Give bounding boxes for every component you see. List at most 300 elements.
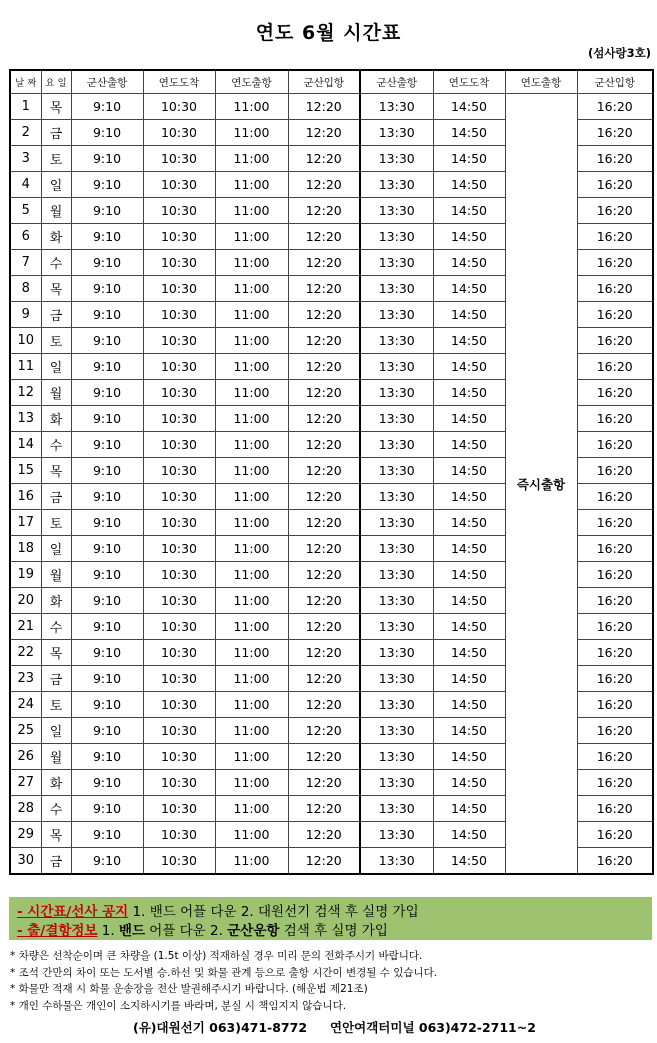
cell-gunsan-depart-2: 13:30 <box>360 770 433 796</box>
cell-yeondo-arrive: 10:30 <box>143 198 215 224</box>
cell-gunsan-depart-2: 13:30 <box>360 276 433 302</box>
cell-gunsan-depart-2: 13:30 <box>360 250 433 276</box>
cell-weekday: 토 <box>41 692 71 718</box>
cell-gunsan-arrive: 12:20 <box>288 198 360 224</box>
cell-gunsan-depart: 9:10 <box>71 484 143 510</box>
cell-yeondo-depart: 11:00 <box>215 276 288 302</box>
cell-gunsan-depart: 9:10 <box>71 614 143 640</box>
cell-yeondo-depart: 11:00 <box>215 94 288 120</box>
cell-weekday: 월 <box>41 198 71 224</box>
cell-date: 3 <box>10 146 41 172</box>
cell-yeondo-depart: 11:00 <box>215 484 288 510</box>
cell-yeondo-arrive: 10:30 <box>143 510 215 536</box>
cell-gunsan-arrive-2: 16:20 <box>577 146 653 172</box>
cell-weekday: 목 <box>41 640 71 666</box>
cell-gunsan-arrive: 12:20 <box>288 406 360 432</box>
cell-gunsan-arrive-2: 16:20 <box>577 770 653 796</box>
cell-gunsan-arrive: 12:20 <box>288 614 360 640</box>
cell-gunsan-arrive-2: 16:20 <box>577 822 653 848</box>
cell-yeondo-depart: 11:00 <box>215 822 288 848</box>
cell-yeondo-depart: 11:00 <box>215 614 288 640</box>
cell-weekday: 토 <box>41 146 71 172</box>
cell-gunsan-depart: 9:10 <box>71 172 143 198</box>
cell-yeondo-arrive-2: 14:50 <box>433 276 505 302</box>
cell-weekday: 월 <box>41 744 71 770</box>
cell-gunsan-arrive: 12:20 <box>288 588 360 614</box>
cell-gunsan-arrive: 12:20 <box>288 94 360 120</box>
cell-yeondo-arrive-2: 14:50 <box>433 432 505 458</box>
cell-yeondo-arrive-2: 14:50 <box>433 588 505 614</box>
notice-line-status <box>17 919 388 939</box>
cell-date: 22 <box>10 640 41 666</box>
cell-gunsan-depart-2: 13:30 <box>360 146 433 172</box>
cell-gunsan-arrive: 12:20 <box>288 692 360 718</box>
cell-gunsan-depart-2: 13:30 <box>360 484 433 510</box>
cell-gunsan-depart: 9:10 <box>71 380 143 406</box>
cell-yeondo-arrive: 10:30 <box>143 692 215 718</box>
cell-yeondo-arrive-2: 14:50 <box>433 822 505 848</box>
cell-gunsan-arrive: 12:20 <box>288 562 360 588</box>
cell-yeondo-arrive-2: 14:50 <box>433 484 505 510</box>
cell-weekday: 일 <box>41 354 71 380</box>
cell-yeondo-arrive: 10:30 <box>143 146 215 172</box>
cell-yeondo-arrive-2: 14:50 <box>433 692 505 718</box>
notice-status-band: 밴드 <box>118 923 146 939</box>
cell-gunsan-depart-2: 13:30 <box>360 796 433 822</box>
cell-yeondo-arrive-2: 14:50 <box>433 224 505 250</box>
cell-date: 5 <box>10 198 41 224</box>
cell-gunsan-depart-2: 13:30 <box>360 744 433 770</box>
notice-line-schedule <box>17 900 419 920</box>
cell-gunsan-arrive-2: 16:20 <box>577 224 653 250</box>
cell-yeondo-arrive-2: 14:50 <box>433 718 505 744</box>
cell-yeondo-depart: 11:00 <box>215 172 288 198</box>
cell-date: 6 <box>10 224 41 250</box>
cell-gunsan-depart-2: 13:30 <box>360 94 433 120</box>
cell-gunsan-depart: 9:10 <box>71 406 143 432</box>
cell-yeondo-depart: 11:00 <box>215 224 288 250</box>
cell-gunsan-depart-2: 13:30 <box>360 562 433 588</box>
cell-weekday: 수 <box>41 614 71 640</box>
cell-date: 14 <box>10 432 41 458</box>
cell-gunsan-depart: 9:10 <box>71 744 143 770</box>
header-row <box>10 70 653 94</box>
cell-date: 13 <box>10 406 41 432</box>
cell-gunsan-depart: 9:10 <box>71 692 143 718</box>
cell-gunsan-arrive-2: 16:20 <box>577 328 653 354</box>
cell-yeondo-arrive-2: 14:50 <box>433 666 505 692</box>
cell-yeondo-depart: 11:00 <box>215 120 288 146</box>
cell-gunsan-depart: 9:10 <box>71 718 143 744</box>
cell-gunsan-depart: 9:10 <box>71 328 143 354</box>
cell-yeondo-arrive: 10:30 <box>143 250 215 276</box>
cell-gunsan-arrive: 12:20 <box>288 146 360 172</box>
cell-yeondo-arrive: 10:30 <box>143 666 215 692</box>
cell-gunsan-depart: 9:10 <box>71 640 143 666</box>
cell-yeondo-arrive-2: 14:50 <box>433 198 505 224</box>
cell-gunsan-depart-2: 13:30 <box>360 822 433 848</box>
cell-weekday: 목 <box>41 276 71 302</box>
cell-yeondo-depart: 11:00 <box>215 848 288 875</box>
cell-gunsan-arrive: 12:20 <box>288 536 360 562</box>
cell-yeondo-depart: 11:00 <box>215 510 288 536</box>
cell-gunsan-arrive: 12:20 <box>288 224 360 250</box>
cell-gunsan-depart: 9:10 <box>71 588 143 614</box>
cell-yeondo-arrive-2: 14:50 <box>433 406 505 432</box>
cell-yeondo-depart: 11:00 <box>215 198 288 224</box>
cell-gunsan-arrive-2: 16:20 <box>577 588 653 614</box>
cell-yeondo-depart: 11:00 <box>215 146 288 172</box>
cell-weekday: 일 <box>41 536 71 562</box>
cell-gunsan-arrive: 12:20 <box>288 432 360 458</box>
cell-gunsan-depart-2: 13:30 <box>360 224 433 250</box>
cell-gunsan-depart: 9:10 <box>71 848 143 875</box>
header-yeondo-depart: 연도출항 <box>215 70 288 94</box>
cell-yeondo-depart: 11:00 <box>215 666 288 692</box>
cell-yeondo-arrive-2: 14:50 <box>433 146 505 172</box>
cell-gunsan-arrive-2: 16:20 <box>577 94 653 120</box>
cell-gunsan-arrive: 12:20 <box>288 276 360 302</box>
cell-weekday: 화 <box>41 588 71 614</box>
cell-date: 19 <box>10 562 41 588</box>
notice-schedule-text: 1. 밴드 어플 다운 2. 대원선기 검색 후 실명 가입 <box>128 904 419 920</box>
cell-gunsan-arrive-2: 16:20 <box>577 458 653 484</box>
cell-date: 1 <box>10 94 41 120</box>
cell-yeondo-arrive-2: 14:50 <box>433 328 505 354</box>
cell-weekday: 목 <box>41 822 71 848</box>
cell-gunsan-arrive-2: 16:20 <box>577 718 653 744</box>
cell-gunsan-depart-2: 13:30 <box>360 328 433 354</box>
cell-gunsan-arrive-2: 16:20 <box>577 640 653 666</box>
cell-date: 4 <box>10 172 41 198</box>
header-yeondo-arrive: 연도도착 <box>143 70 215 94</box>
header-gunsan-depart-2: 군산출항 <box>360 70 433 94</box>
cell-yeondo-arrive: 10:30 <box>143 562 215 588</box>
cell-gunsan-depart-2: 13:30 <box>360 458 433 484</box>
cell-yeondo-depart: 11:00 <box>215 432 288 458</box>
cell-date: 7 <box>10 250 41 276</box>
cell-gunsan-arrive-2: 16:20 <box>577 562 653 588</box>
cell-gunsan-depart: 9:10 <box>71 562 143 588</box>
cell-yeondo-arrive: 10:30 <box>143 536 215 562</box>
cell-gunsan-arrive-2: 16:20 <box>577 354 653 380</box>
cell-weekday: 금 <box>41 666 71 692</box>
contact-company: (유)대원선기 063)471-8772 <box>133 1020 308 1035</box>
cell-gunsan-arrive-2: 16:20 <box>577 380 653 406</box>
cell-yeondo-arrive: 10:30 <box>143 172 215 198</box>
cell-date: 26 <box>10 744 41 770</box>
cell-yeondo-depart: 11:00 <box>215 744 288 770</box>
cell-gunsan-depart-2: 13:30 <box>360 536 433 562</box>
cell-yeondo-depart: 11:00 <box>215 718 288 744</box>
cell-yeondo-depart: 11:00 <box>215 302 288 328</box>
header-yeondo-arrive-2: 연도도착 <box>433 70 505 94</box>
cell-gunsan-depart: 9:10 <box>71 458 143 484</box>
cell-gunsan-arrive: 12:20 <box>288 848 360 875</box>
cell-yeondo-arrive-2: 14:50 <box>433 380 505 406</box>
cell-gunsan-depart-2: 13:30 <box>360 120 433 146</box>
cell-yeondo-arrive: 10:30 <box>143 302 215 328</box>
cell-gunsan-depart: 9:10 <box>71 796 143 822</box>
cell-yeondo-arrive: 10:30 <box>143 224 215 250</box>
cell-gunsan-arrive-2: 16:20 <box>577 276 653 302</box>
cell-gunsan-arrive: 12:20 <box>288 744 360 770</box>
cell-gunsan-depart: 9:10 <box>71 510 143 536</box>
cell-gunsan-arrive-2: 16:20 <box>577 406 653 432</box>
cell-gunsan-depart: 9:10 <box>71 198 143 224</box>
cell-yeondo-arrive: 10:30 <box>143 796 215 822</box>
notes-list <box>10 948 437 1014</box>
cell-yeondo-arrive-2: 14:50 <box>433 172 505 198</box>
cell-yeondo-arrive: 10:30 <box>143 458 215 484</box>
cell-gunsan-depart: 9:10 <box>71 250 143 276</box>
cell-yeondo-arrive: 10:30 <box>143 718 215 744</box>
cell-yeondo-arrive: 10:30 <box>143 770 215 796</box>
cell-yeondo-arrive: 10:30 <box>143 588 215 614</box>
cell-gunsan-arrive-2: 16:20 <box>577 250 653 276</box>
cell-date: 20 <box>10 588 41 614</box>
cell-yeondo-arrive-2: 14:50 <box>433 796 505 822</box>
cell-date: 8 <box>10 276 41 302</box>
cell-date: 15 <box>10 458 41 484</box>
cell-weekday: 화 <box>41 406 71 432</box>
cell-gunsan-arrive-2: 16:20 <box>577 302 653 328</box>
cell-gunsan-depart: 9:10 <box>71 120 143 146</box>
cell-weekday: 토 <box>41 510 71 536</box>
cell-gunsan-arrive: 12:20 <box>288 484 360 510</box>
cell-yeondo-arrive-2: 14:50 <box>433 614 505 640</box>
page-title: 연도 6월 시간표 <box>255 22 402 44</box>
cell-yeondo-arrive: 10:30 <box>143 822 215 848</box>
cell-yeondo-arrive-2: 14:50 <box>433 770 505 796</box>
cell-weekday: 금 <box>41 484 71 510</box>
cell-gunsan-arrive: 12:20 <box>288 328 360 354</box>
cell-yeondo-arrive-2: 14:50 <box>433 120 505 146</box>
cell-date: 16 <box>10 484 41 510</box>
cell-yeondo-arrive-2: 14:50 <box>433 536 505 562</box>
cell-yeondo-arrive: 10:30 <box>143 276 215 302</box>
cell-weekday: 일 <box>41 172 71 198</box>
cell-gunsan-arrive-2: 16:20 <box>577 796 653 822</box>
cell-gunsan-arrive-2: 16:20 <box>577 432 653 458</box>
cell-gunsan-arrive-2: 16:20 <box>577 172 653 198</box>
cell-yeondo-arrive-2: 14:50 <box>433 848 505 875</box>
notice-status-search: 군산운항 <box>227 923 280 939</box>
cell-weekday: 수 <box>41 250 71 276</box>
cell-date: 24 <box>10 692 41 718</box>
cell-date: 28 <box>10 796 41 822</box>
cell-yeondo-arrive: 10:30 <box>143 432 215 458</box>
cell-yeondo-arrive-2: 14:50 <box>433 640 505 666</box>
cell-weekday: 금 <box>41 302 71 328</box>
cell-gunsan-arrive: 12:20 <box>288 822 360 848</box>
cell-yeondo-arrive: 10:30 <box>143 614 215 640</box>
cell-yeondo-depart: 11:00 <box>215 640 288 666</box>
cell-weekday: 월 <box>41 380 71 406</box>
cell-gunsan-depart: 9:10 <box>71 224 143 250</box>
timetable <box>9 69 654 875</box>
cell-gunsan-depart: 9:10 <box>71 276 143 302</box>
cell-yeondo-arrive: 10:30 <box>143 120 215 146</box>
header-date: 날 짜 <box>10 70 41 94</box>
contact-terminal: 연안여객터미널 063)472-2711~2 <box>330 1020 536 1035</box>
cell-gunsan-arrive: 12:20 <box>288 770 360 796</box>
cell-gunsan-depart: 9:10 <box>71 770 143 796</box>
cell-weekday: 금 <box>41 120 71 146</box>
cell-gunsan-arrive: 12:20 <box>288 718 360 744</box>
cell-yeondo-depart: 11:00 <box>215 458 288 484</box>
cell-yeondo-arrive-2: 14:50 <box>433 562 505 588</box>
cell-gunsan-arrive-2: 16:20 <box>577 484 653 510</box>
cell-gunsan-depart-2: 13:30 <box>360 510 433 536</box>
header-gunsan-arrive: 군산입항 <box>288 70 360 94</box>
cell-gunsan-depart-2: 13:30 <box>360 666 433 692</box>
cell-yeondo-arrive-2: 14:50 <box>433 744 505 770</box>
cell-yeondo-arrive: 10:30 <box>143 380 215 406</box>
cell-date: 12 <box>10 380 41 406</box>
cell-date: 23 <box>10 666 41 692</box>
note-item: * 개인 수하물은 개인이 소지하시기를 바라며, 분실 시 책임지지 않습니다. <box>10 999 347 1012</box>
cell-gunsan-depart-2: 13:30 <box>360 588 433 614</box>
cell-gunsan-depart: 9:10 <box>71 822 143 848</box>
cell-gunsan-depart-2: 13:30 <box>360 640 433 666</box>
cell-yeondo-depart: 11:00 <box>215 380 288 406</box>
notice-status-text-c: 검색 후 실명 가입 <box>279 923 388 939</box>
cell-yeondo-arrive-2: 14:50 <box>433 458 505 484</box>
notice-status-text-b: 어플 다운 2. <box>145 923 228 939</box>
cell-gunsan-depart: 9:10 <box>71 536 143 562</box>
cell-yeondo-depart: 11:00 <box>215 588 288 614</box>
cell-date: 27 <box>10 770 41 796</box>
cell-gunsan-arrive-2: 16:20 <box>577 614 653 640</box>
note-item: * 화물만 적재 시 화물 운송장을 전산 발권해주시기 바랍니다. (해운법 제21조) <box>10 983 368 995</box>
cell-yeondo-arrive-2: 14:50 <box>433 354 505 380</box>
cell-gunsan-arrive: 12:20 <box>288 172 360 198</box>
cell-gunsan-depart-2: 13:30 <box>360 432 433 458</box>
notice-schedule-label: - 시간표/선사 공지 <box>17 904 129 920</box>
cell-date: 17 <box>10 510 41 536</box>
cell-yeondo-arrive: 10:30 <box>143 406 215 432</box>
cell-date: 10 <box>10 328 41 354</box>
cell-weekday: 수 <box>41 432 71 458</box>
cell-yeondo-depart: 11:00 <box>215 692 288 718</box>
cell-gunsan-arrive-2: 16:20 <box>577 744 653 770</box>
cell-weekday: 화 <box>41 224 71 250</box>
cell-yeondo-arrive-2: 14:50 <box>433 250 505 276</box>
ship-name: (섬사랑3호) <box>588 46 651 60</box>
cell-yeondo-arrive: 10:30 <box>143 354 215 380</box>
cell-gunsan-arrive-2: 16:20 <box>577 692 653 718</box>
table-row <box>10 94 653 120</box>
cell-date: 21 <box>10 614 41 640</box>
cell-date: 29 <box>10 822 41 848</box>
cell-weekday: 수 <box>41 796 71 822</box>
cell-yeondo-depart: 11:00 <box>215 406 288 432</box>
cell-gunsan-arrive: 12:20 <box>288 796 360 822</box>
cell-gunsan-depart-2: 13:30 <box>360 614 433 640</box>
cell-gunsan-depart: 9:10 <box>71 302 143 328</box>
cell-yeondo-depart: 11:00 <box>215 536 288 562</box>
cell-yeondo-depart: 11:00 <box>215 796 288 822</box>
cell-gunsan-depart-2: 13:30 <box>360 172 433 198</box>
header-gunsan-arrive-2: 군산입항 <box>577 70 653 94</box>
cell-yeondo-arrive: 10:30 <box>143 484 215 510</box>
cell-date: 18 <box>10 536 41 562</box>
cell-yeondo-arrive-2: 14:50 <box>433 510 505 536</box>
cell-weekday: 금 <box>41 848 71 875</box>
cell-gunsan-depart: 9:10 <box>71 94 143 120</box>
cell-gunsan-depart: 9:10 <box>71 146 143 172</box>
cell-gunsan-depart-2: 13:30 <box>360 848 433 875</box>
cell-gunsan-depart-2: 13:30 <box>360 692 433 718</box>
cell-date: 9 <box>10 302 41 328</box>
cell-gunsan-arrive: 12:20 <box>288 640 360 666</box>
cell-yeondo-depart: 11:00 <box>215 770 288 796</box>
cell-gunsan-depart-2: 13:30 <box>360 354 433 380</box>
cell-gunsan-depart-2: 13:30 <box>360 380 433 406</box>
cell-gunsan-arrive: 12:20 <box>288 666 360 692</box>
cell-yeondo-arrive-2: 14:50 <box>433 302 505 328</box>
cell-gunsan-arrive: 12:20 <box>288 458 360 484</box>
cell-weekday: 목 <box>41 94 71 120</box>
cell-weekday: 토 <box>41 328 71 354</box>
cell-gunsan-depart: 9:10 <box>71 354 143 380</box>
cell-yeondo-depart: 11:00 <box>215 328 288 354</box>
cell-gunsan-arrive: 12:20 <box>288 120 360 146</box>
cell-gunsan-arrive-2: 16:20 <box>577 666 653 692</box>
cell-gunsan-arrive-2: 16:20 <box>577 536 653 562</box>
cell-yeondo-arrive-2: 14:50 <box>433 94 505 120</box>
cell-date: 11 <box>10 354 41 380</box>
notice-status-label: - 출/결항정보 <box>17 923 98 939</box>
cell-date: 2 <box>10 120 41 146</box>
cell-immediate-departure: 즉시출항 <box>505 94 577 875</box>
cell-gunsan-depart-2: 13:30 <box>360 406 433 432</box>
cell-gunsan-arrive: 12:20 <box>288 250 360 276</box>
note-item: * 조석 간만의 차이 또는 도서별 승.하선 및 화물 관계 등으로 출항 시간이 변경될 수 있습니다. <box>10 966 438 979</box>
cell-yeondo-depart: 11:00 <box>215 354 288 380</box>
header-weekday: 요 일 <box>41 70 71 94</box>
cell-date: 30 <box>10 848 41 875</box>
cell-gunsan-arrive: 12:20 <box>288 380 360 406</box>
notice-status-text-a: 1. <box>97 923 119 939</box>
cell-yeondo-arrive: 10:30 <box>143 328 215 354</box>
cell-date: 25 <box>10 718 41 744</box>
cell-gunsan-depart-2: 13:30 <box>360 718 433 744</box>
cell-gunsan-arrive-2: 16:20 <box>577 848 653 875</box>
cell-yeondo-arrive: 10:30 <box>143 94 215 120</box>
cell-yeondo-depart: 11:00 <box>215 250 288 276</box>
cell-gunsan-arrive: 12:20 <box>288 354 360 380</box>
header-gunsan-depart: 군산출항 <box>71 70 143 94</box>
cell-gunsan-depart: 9:10 <box>71 666 143 692</box>
cell-weekday: 목 <box>41 458 71 484</box>
cell-gunsan-depart-2: 13:30 <box>360 198 433 224</box>
note-item: * 차량은 선착순이며 큰 차량을 (1.5t 이상) 적재하실 경우 미리 문의 전화주시기 바랍니다. <box>10 950 423 962</box>
cell-weekday: 화 <box>41 770 71 796</box>
cell-gunsan-arrive: 12:20 <box>288 510 360 536</box>
cell-yeondo-arrive: 10:30 <box>143 640 215 666</box>
cell-weekday: 월 <box>41 562 71 588</box>
cell-gunsan-arrive-2: 16:20 <box>577 510 653 536</box>
cell-gunsan-depart-2: 13:30 <box>360 302 433 328</box>
header-yeondo-depart-2: 연도출항 <box>505 70 577 94</box>
cell-gunsan-arrive: 12:20 <box>288 302 360 328</box>
cell-gunsan-arrive-2: 16:20 <box>577 120 653 146</box>
cell-gunsan-depart: 9:10 <box>71 432 143 458</box>
cell-weekday: 일 <box>41 718 71 744</box>
cell-gunsan-arrive-2: 16:20 <box>577 198 653 224</box>
